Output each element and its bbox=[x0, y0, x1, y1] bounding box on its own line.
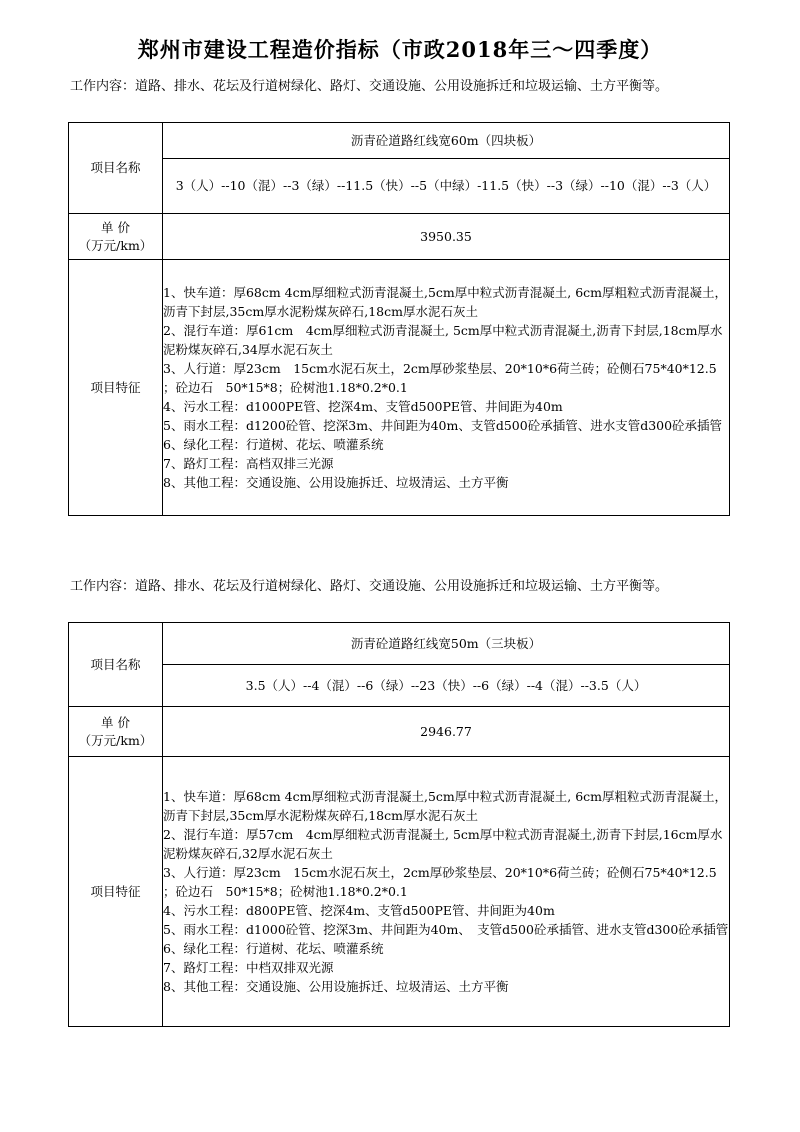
work-content-2: 工作内容：道路、排水、花坛及行道树绿化、路灯、交通设施、公用设施拆迁和垃圾运输、土方平衡等。 bbox=[70, 579, 669, 594]
features-list bbox=[163, 757, 730, 1027]
feature-line: 5、雨水工程：d1200砼管、挖深3m、井间距为40m、支管d500砼承插管、进水支管d300砼承插管 bbox=[163, 418, 723, 433]
unit-price-label-line2: （万元/km） bbox=[78, 732, 153, 748]
feature-line: 7、路灯工程：高档双排三光源 bbox=[163, 456, 334, 471]
unit-price-label-line1: 单 价 bbox=[101, 714, 130, 730]
features-label: 项目特征 bbox=[69, 260, 163, 516]
feature-line: 2、混行车道：厚61cm 4cm厚细粒式沥青混凝土, 5cm厚中粒式沥青混凝土,沥青下封层,18cm厚水泥粉煤灰碎石,34厚水泥石灰土 bbox=[163, 323, 723, 357]
indicator-table-1 bbox=[68, 122, 730, 516]
page-title: 郑州市建设工程造价指标（市政2018年三～四季度） bbox=[137, 37, 663, 62]
feature-line: 4、污水工程：d1000PE管、挖深4m、支管d500PE管、井间距为40m bbox=[163, 399, 563, 414]
project-name: 沥青砼道路红线宽50m（三块板） bbox=[163, 623, 730, 665]
feature-line: 2、混行车道：厚57cm 4cm厚细粒式沥青混凝土, 5cm厚中粒式沥青混凝土,沥青下封层,16cm厚水泥粉煤灰碎石,32厚水泥石灰土 bbox=[163, 827, 723, 861]
feature-line: 5、雨水工程：d1000砼管、挖深3m、井间距为40m、 支管d500砼承插管、进水支管d300砼承插管 bbox=[163, 922, 729, 937]
project-name-label: 项目名称 bbox=[69, 623, 163, 707]
feature-line: 7、路灯工程：中档双排双光源 bbox=[163, 960, 334, 975]
unit-price-label bbox=[69, 707, 163, 757]
feature-line: 1、快车道：厚68cm 4cm厚细粒式沥青混凝土,5cm厚中粒式沥青混凝土, 6cm厚粗粒式沥青混凝土，沥青下封层,35cm厚水泥粉煤灰碎石,18cm厚水泥石灰土 bbox=[163, 789, 728, 823]
work-content-1: 工作内容：道路、排水、花坛及行道树绿化、路灯、交通设施、公用设施拆迁和垃圾运输、土方平衡等。 bbox=[70, 79, 669, 94]
unit-price-value: 3950.35 bbox=[163, 214, 730, 260]
unit-price-value: 2946.77 bbox=[163, 707, 730, 757]
feature-line: 8、其他工程：交通设施、公用设施拆迁、垃圾清运、土方平衡 bbox=[163, 475, 509, 490]
feature-line: 1、快车道：厚68cm 4cm厚细粒式沥青混凝土,5cm厚中粒式沥青混凝土, 6cm厚粗粒式沥青混凝土，沥青下封层,35cm厚水泥粉煤灰碎石,18cm厚水泥石灰土 bbox=[163, 285, 728, 319]
feature-line: 4、污水工程：d800PE管、挖深4m、支管d500PE管、井间距为40m bbox=[163, 903, 555, 918]
unit-price-label-line1: 单 价 bbox=[101, 219, 130, 235]
feature-line: 3、人行道：厚23cm 15cm水泥石灰土，2cm厚砂浆垫层、20*10*6荷兰砖；砼侧石75*40*12.5 ；砼边石 50*15*8；砼树池1.18*0.2*0.1 bbox=[163, 361, 717, 395]
features-label: 项目特征 bbox=[69, 757, 163, 1027]
project-name-label: 项目名称 bbox=[69, 123, 163, 214]
feature-line: 3、人行道：厚23cm 15cm水泥石灰土，2cm厚砂浆垫层、20*10*6荷兰砖；砼侧石75*40*12.5 ；砼边石 50*15*8；砼树池1.18*0.2*0.1 bbox=[163, 865, 717, 899]
lane-layout: 3（人）--10（混）--3（绿）--11.5（快）--5（中绿）-11.5（快）--3（绿）--10（混）--3（人） bbox=[163, 159, 730, 214]
lane-layout: 3.5（人）--4（混）--6（绿）--23（快）--6（绿）--4（混）--3.5（人） bbox=[163, 665, 730, 707]
feature-line: 6、绿化工程：行道树、花坛、喷灌系统 bbox=[163, 437, 384, 452]
unit-price-label bbox=[69, 214, 163, 260]
indicator-table-2 bbox=[68, 622, 730, 1027]
features-list bbox=[163, 260, 730, 516]
feature-line: 8、其他工程：交通设施、公用设施拆迁、垃圾清运、土方平衡 bbox=[163, 979, 509, 994]
feature-line: 6、绿化工程：行道树、花坛、喷灌系统 bbox=[163, 941, 384, 956]
unit-price-label-line2: （万元/km） bbox=[78, 237, 153, 253]
project-name: 沥青砼道路红线宽60m（四块板） bbox=[163, 123, 730, 159]
